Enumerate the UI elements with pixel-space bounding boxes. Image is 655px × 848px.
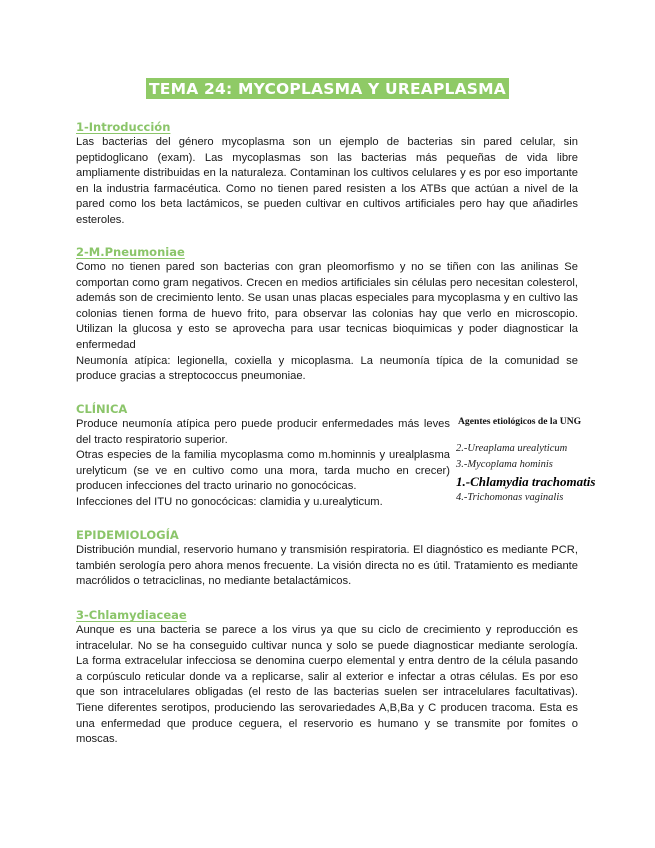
section-heading-clinica: CLÍNICA: [76, 402, 128, 416]
paragraph-clinica-1: Produce neumonía atípica pero puede producir enfermedades más leves del tracto respiratorio superior.: [76, 418, 450, 446]
paragraph-epidemiologia: Distribución mundial, reservorio humano y transmisión respiratoria. El diagnóstico es mediante PCR, también serología pero ahora menos frecuente. La visión directa no es útil. Tratamiento es mediante macrólidos o tetraciclinas, no mediante betalactámicos.: [76, 544, 578, 588]
section-heading-pneumoniae: 2-M.Pneumoniae: [76, 245, 185, 259]
section-heading-chlamydiaceae: 3-Chlamydiaceae: [76, 608, 187, 622]
section-pneumoniae: [76, 244, 578, 385]
paragraph-clinica-2: Otras especies de la familia mycoplasma como m.hominnis y urealplasma urelyticum (se ve en cultivo como una mora, tarda mucho en crecer) producen infecciones del tracto urinario no gonocócicas.: [76, 449, 450, 493]
paragraph-chlamydiaceae: Aunque es una bacteria se parece a los virus ya que su ciclo de crecimiento y reproducción es intracelular. No se ha conseguido cultivar nunca y solo se puede diagnosticar mediante serología. La forma extracelular infecciosa se denomina cuerpo elemental y entra dentro de la célula pasando a corpúsculo reticular donde va a replicarse, salir al exterior e infectar a otras células. Es por eso que son intracelulares obligadas (el resto de las bacterias suelen ser intracelulares facultativas). Tiene diferentes serotipos, produciendo las serovariedades A,B,Ba y C producen tracoma. Esta es una enfermedad que produce ceguera, el reservorio es humano y se transmite por fomites o moscas.: [76, 624, 578, 746]
section-heading-introduccion: 1-Introducción: [76, 120, 171, 134]
ung-agents-figure: [456, 416, 606, 508]
figure-item-ureaplasma: 2.-Ureaplama urealyticum: [456, 443, 568, 454]
section-chlamydiaceae: [76, 607, 578, 748]
figure-item-chlamydia: 1.-Chlamydia trachomatis: [456, 474, 596, 489]
title-container: [0, 78, 655, 99]
figure-title: Agentes etiológicos de la UNG: [458, 416, 582, 427]
section-introduccion: [76, 119, 578, 229]
paragraph-clinica-3: Infecciones del ITU no gonocócicas: clamidia y u.urealyticum.: [76, 495, 383, 508]
page-title: TEMA 24: MYCOPLASMA Y UREAPLASMA: [146, 78, 509, 99]
section-heading-epidemiologia: EPIDEMIOLOGÍA: [76, 528, 179, 542]
paragraph-introduccion: Las bacterias del género mycoplasma son un ejemplo de bacterias sin pared celular, sin peptidoglicano (exam). Las mycoplasmas son las bacterias más pequeñas de vida libre ampliamente distribuidas en la naturaleza. Contaminan los cultivos celulares y es por eso importante en la industria farmacéutica. Como no tienen pared resisten a los ATBs que actúan a nivel de la pared como los beta lactámicos, se pueden cultivar en cultivos artificiales pero hay que añadirles esteroles.: [76, 136, 578, 226]
paragraph-pneumoniae-1: Como no tienen pared son bacterias con gran pleomorfismo y no se tiñen con las anilinas Se comportan como gram negativos. Crecen en medios artificiales sin células pero necesitan colesterol, además son de crecimiento lento. Se usan unas placas especiales para mycoplasma y en cultivo las colonias tienen forma de huevo frito, para observar las colonias hay que verlo en microscopio. Utilizan la glucosa y esto se aprovecha para usar tecnicas bioquimicas y poder diagnosticar la enfermedad: [76, 261, 578, 351]
figure-item-mycoplasma: 3.-Mycoplama hominis: [456, 459, 553, 470]
paragraph-pneumoniae-2: Neumonía atípica: legionella, coxiella y micoplasma. La neumonía típica de la comunidad se produce gracias a streptococcus pneumoniae.: [76, 354, 578, 383]
figure-item-trichomonas: 4.-Trichomonas vaginalis: [456, 492, 564, 503]
section-epidemiologia: [76, 527, 578, 590]
